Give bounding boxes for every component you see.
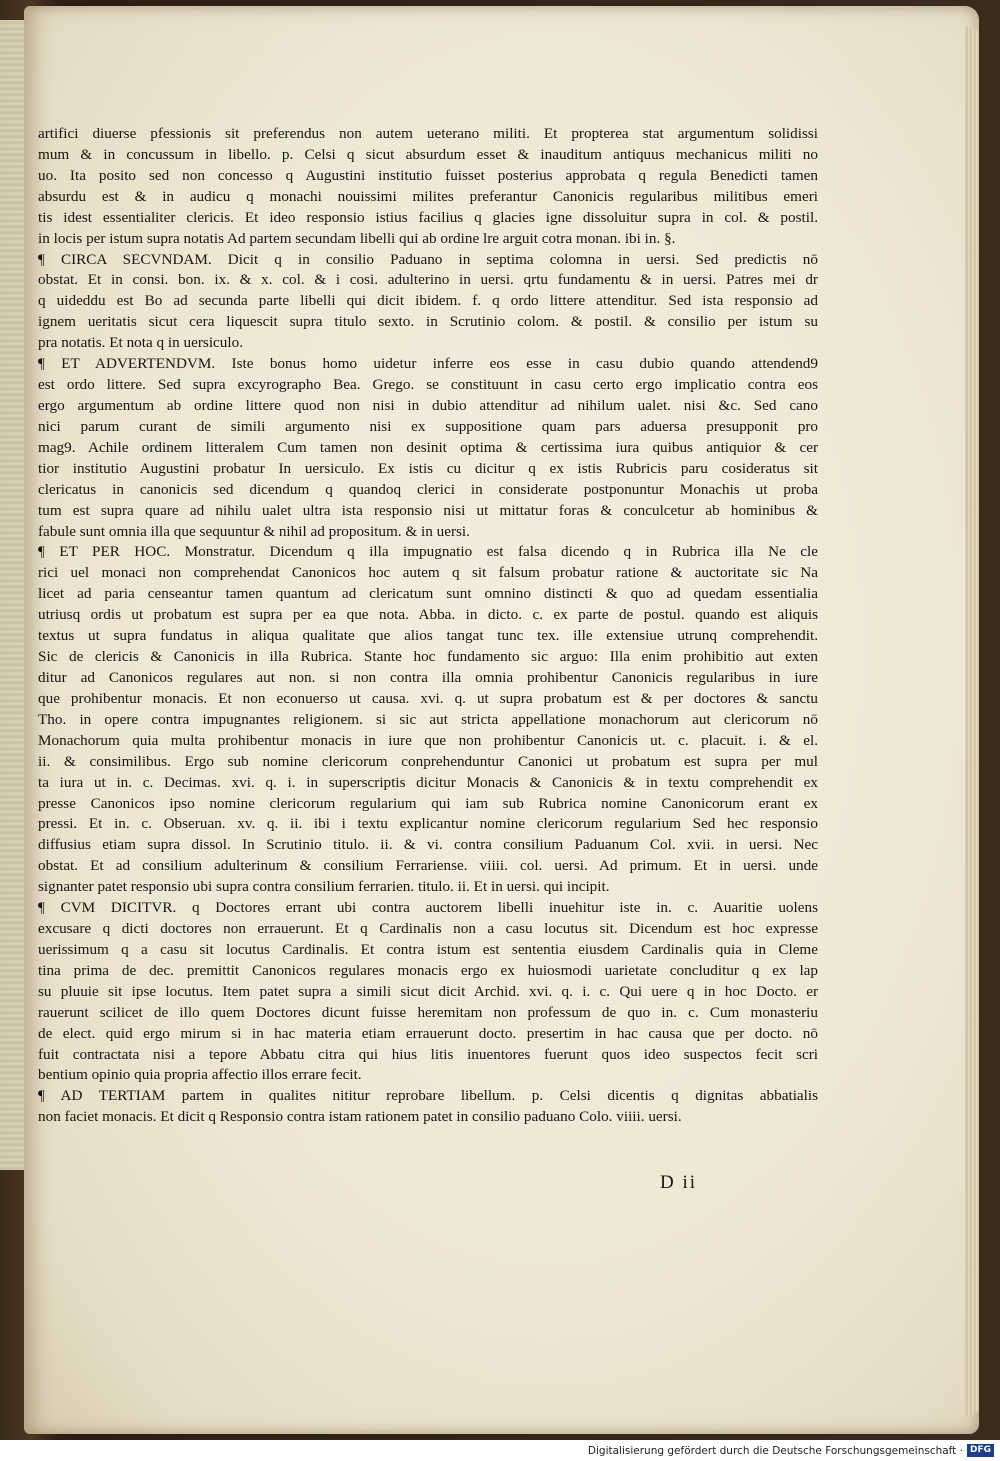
text-line: Monachorum quia multa prohibentur monacis in iure que non prohibentur Canonicis ut. c. placuit. i. & el. (38, 731, 818, 749)
text-line: tior institutio Augustini probatur In uersiculo. Ex istis cu dicitur q ex istis Rubricis paru cosideratus sit (38, 459, 818, 477)
text-line: utriusq ordis ut probatum est supra per ea que nota. Abba. in dicto. c. ex parte de postul. quando est aliquis (38, 606, 818, 624)
text-line: que prohibentur monacis. Et non econuerso ut causa. xvi. q. ut supra probatum est & per doctores & sanctu (38, 689, 818, 707)
text-line: ditur ad Canonicos regulares aut non. si non contra illa omnia prohibentur Canonicis regularibus in iure (38, 668, 818, 686)
text-line: excusare q dicti doctores non errauerunt. Et q Cardinalis non a casu locutus sit. Dicendum est hoc expresse (38, 920, 818, 938)
text-line: ¶ CVM DICITVR. q Doctores errant ubi contra auctorem libelli inuehitur iste in. c. Auaritie uolens (38, 899, 818, 917)
text-line: su pluuie sit ipse locutus. Item patet supra a simili sicut dicit Archid. xvi. q. i. c. Qui uere q in hoc Docto. er (38, 982, 818, 1000)
text-line: nici parum curant de simili argumento nisi ex suppositione quam pars aduersa presupponit pro (38, 417, 818, 435)
text-line: ignem ueritatis sicut cera liquescit supra titulo sexto. in Scrutinio colom. & postil. & consilio per istum su (38, 313, 818, 331)
text-line: Tho. in opere contra impugnantes religionem. si sic aut stricta appellatione monachorum aut clericorum nō (38, 710, 818, 728)
text-line: fabule sunt omnia illa que sequuntur & nihil ad propositum. & in uersi. (38, 522, 470, 540)
text-line: clericatus in canonicis sed dicendum q quandoq clerici in considerate postponuntur Monachis ut proba (38, 480, 818, 498)
page-fore-edge (965, 26, 979, 1416)
text-line: fuit contractata nisi a tepore Abbatu citra qui hius litis inuentores fuerunt quos ideo suspectos fecit scri (38, 1045, 818, 1063)
text-line: ¶ ET PER HOC. Monstratur. Dicendum q illa impugnatio est falsa dicendo q in Rubrica illa Ne cle (38, 543, 818, 561)
text-line: ta iura ut in. c. Decimas. xvi. q. i. in superscriptis dicitur Monacis & Canonicis & in textu comprehendit ex (38, 773, 818, 791)
text-line: bentium opinio quia propria affectio illos errare fecit. (38, 1066, 362, 1084)
text-line: mag9. Achile ordinem litteralem Cum tamen non desinit optima & certissima iura quibus antiquior & cer (38, 438, 818, 456)
text-line: est ordo littere. Sed supra excyrographo Bea. Grego. se constituunt in casu certo ergo implicatio contra eos (38, 376, 818, 394)
text-line: tum est supra quare ad nihilu ualet ultra ista responsio nisi ut mittatur foras & conculcetur ab hominibus & (38, 501, 818, 519)
text-line: presse Canonicos ipso nomine clericorum regularium qui iam sub Rubrica nomine Canonicorum erant ex (38, 794, 818, 812)
text-line: uerissimum q a casu sit locutus Cardinalis. Et contra istum est sententia eiusdem Cardinalis quia in Cleme (38, 940, 818, 958)
text-line: obstat. Et ad consilium adulterinum & consilium Ferrariense. viiii. col. uersi. Ad primum. Et in uersi. unde (38, 857, 818, 875)
text-line: rici uel monaci non comprehendat Canonicos hoc autem q sit falsum probatur ratione & auctoritate sic Na (38, 564, 818, 582)
text-line: absurdu est & in audicu q monachi nouissimi milites preferantur Canonicis regularibus militibus emeri (38, 187, 818, 205)
text-line: uo. Ita posito sed non concesso q Augustini institutio fuisset posterius approbata q regula Benedicti tamen (38, 166, 818, 184)
text-line: ergo argumentum ab ordine littere quod non nisi in dubio attenditur ad nihilum ualet. nisi &c. Sed cano (38, 396, 818, 414)
page-text-block (38, 124, 818, 1128)
text-line: diffusius etiam supra dissol. In Scrutinio titulo. ii. & vi. contra consilium Paduanum Col. xvii. in uersi. Nec (38, 836, 818, 854)
text-line: ¶ AD TERTIAM partem in qualites nititur reprobare libellum. p. Celsi dicentis q dignitas abbatialis (38, 1087, 818, 1105)
text-line: obstat. Et in consi. bon. ix. & x. col. & i cosi. adulterino in uersi. qrtu fundamentu & in uersi. Patres mei dr (38, 271, 818, 289)
text-line: tis idest essentialiter clericis. Et ideo responsio istius facilius q glacies igne dissoluitur supra in col. & postil. (38, 208, 818, 226)
dfg-logo: DFG (967, 1444, 994, 1457)
text-line: tina prima de dec. premittit Canonicos regulares monacis ergo ex huiosmodi uarietate concluditur q ex lap (38, 961, 818, 979)
text-line: q uideddu est Bo ad secunda parte libelli qui dicit ibidem. f. q ordo littere attenditur. Sed ista responsio ad (38, 292, 818, 310)
footer-bar (0, 1440, 1000, 1461)
text-line: artifici diuerse pfessionis sit preferendus non autem ueterano militi. Et propterea stat argumentum solidissi (38, 125, 818, 142)
text-line: ¶ CIRCA SECVNDAM. Dicit q in consilio Paduano in septima colomna in uersi. Sed predictis nō (38, 250, 818, 268)
footer-credit: Digitalisierung gefördert durch die Deutsche Forschungsgemeinschaft · (587, 1444, 963, 1457)
text-line: signanter patet responsio ubi supra contra consilium ferrarien. titulo. ii. Et in uersi. qui incipit. (38, 878, 610, 896)
signature-mark: D ii (660, 1172, 698, 1193)
text-line: non faciet monacis. Et dicit q Responsio contra istam rationem patet in consilio paduano Colo. viiii. uersi. (38, 1108, 682, 1126)
text-line: mum & in concussum in libello. p. Celsi q sicut absurdum esset & inauditum antiquus mechanicus militi no (38, 145, 818, 163)
text-line: pra notatis. Et nota q in uersiculo. (38, 334, 243, 352)
text-line: ¶ ET ADVERTENDVM. Iste bonus homo uidetur inferre eos esse in casu dubio quando attendend9 (38, 355, 818, 373)
text-line: Sic de clericis & Canonicis in illa Rubrica. Stante hoc fundamento sic arguo: Illa enim prohibitio aut exten (38, 648, 818, 666)
text-line: de elect. quid ergo mirum si in hac materia etiam errauerunt docto. presertim in hac causa que per docto. nō (38, 1024, 818, 1042)
text-line: rauerunt scilicet de illo quem Doctores dicunt fuisse heremitam non professum de quo in. c. Cum monasteriu (38, 1003, 818, 1021)
text-line: licet ad paria censeantur tamen quantum ad clericatum sunt omnino distincti & quo ad quedam essentialia (38, 585, 818, 603)
text-line: pressi. Et in. c. Obseruan. xv. q. ii. ibi i textu explicantur nomine clericorum regularium Sed hec responsio (38, 815, 818, 833)
text-line: ii. & consimilibus. Ergo sub nomine clericorum conprehenduntur Canonici ut probatum est supra per mul (38, 752, 818, 770)
text-line: in locis per istum supra notatis Ad partem secundam libelli qui ab ordine lre arguit cotra monan. ibi in. §. (38, 229, 676, 247)
text-line: textus ut supra fundatus in aliqua qualitate que alios tangat tunc tex. ille extensiue utrunq comprehendit. (38, 627, 818, 645)
